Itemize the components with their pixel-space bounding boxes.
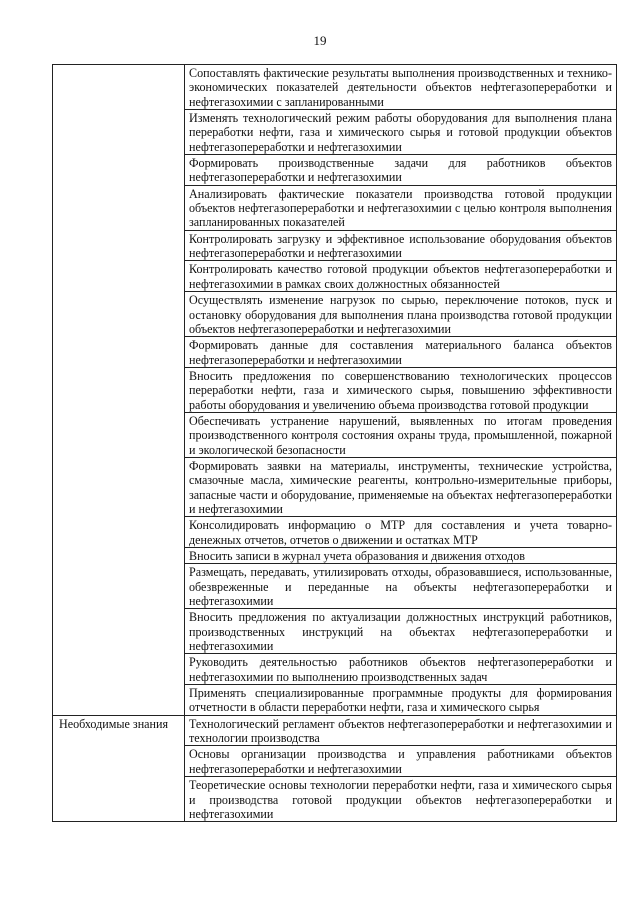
requirements-table-body [53, 65, 617, 822]
requirement-cell: Основы организации производства и управления работниками объектов нефтегазопереработки и нефтегазохимии [185, 746, 617, 777]
requirement-cell: Размещать, передавать, утилизировать отходы, образовавшиеся, использованные, обезвреженные и переданные на объекты нефтегазопереработки и нефтегазохимии [185, 564, 617, 609]
requirement-cell: Изменять технологический режим работы оборудования для выполнения плана переработки нефти, газа и химического сырья и готовой продукции объектов нефтегазопереработки и нефтегазохимии [185, 110, 617, 155]
requirement-cell: Обеспечивать устранение нарушений, выявленных по итогам проведения производственного контроля состояния охраны труда, промышленной, пожарной и экологической безопасности [185, 412, 617, 457]
table-row [53, 65, 617, 110]
requirement-cell: Формировать заявки на материалы, инструменты, технические устройства, смазочные масла, химические реагенты, контрольно-измерительные приборы, запасные части и оборудование, применяемые на объектах нефтегазопереработки и нефтегазохимии [185, 457, 617, 516]
requirement-cell: Формировать производственные задачи для работников объектов нефтегазопереработки и нефтегазохимии [185, 155, 617, 186]
requirement-cell: Руководить деятельностью работников объектов нефтегазопереработки и нефтегазохимии по выполнению производственных задач [185, 654, 617, 685]
requirement-cell: Контролировать загрузку и эффективное использование оборудования объектов нефтегазопереработки и нефтегазохимии [185, 230, 617, 261]
requirement-cell: Вносить предложения по актуализации должностных инструкций работников, производственных инструкций на объектах нефтегазопереработки и нефтегазохимии [185, 609, 617, 654]
requirement-cell: Теоретические основы технологии переработки нефти, газа и химического сырья и производства готовой продукции объектов нефтегазопереработки и нефтегазохимии [185, 777, 617, 822]
requirement-cell: Сопоставлять фактические результаты выполнения производственных и технико-экономических показателей деятельности объектов нефтегазопереработки и нефтегазохимии с запланированными [185, 65, 617, 110]
requirement-cell: Контролировать качество готовой продукции объектов нефтегазопереработки и нефтегазохимии в рамках своих должностных обязанностей [185, 261, 617, 292]
requirement-cell: Применять специализированные программные продукты для формирования отчетности в области переработки нефти, газа и химического сырья [185, 685, 617, 716]
requirement-cell: Анализировать фактические показатели производства готовой продукции объектов нефтегазопереработки и нефтегазохимии с целью контроля выполнения запланированных показателей [185, 185, 617, 230]
requirement-cell: Осуществлять изменение нагрузок по сырью, переключение потоков, пуск и остановку оборудования для выполнения плана производства готовой продукции объектов нефтегазопереработки и нефтегазохимии [185, 292, 617, 337]
requirement-cell: Формировать данные для составления материального баланса объектов нефтегазопереработки и нефтегазохимии [185, 337, 617, 368]
section-label [53, 65, 185, 716]
requirement-cell: Технологический регламент объектов нефтегазопереработки и нефтегазохимии и технологии производства [185, 715, 617, 746]
page-number: 19 [313, 33, 327, 48]
section-label: Необходимые знания [53, 715, 185, 821]
requirements-table [52, 64, 617, 822]
requirement-cell: Вносить записи в журнал учета образования и движения отходов [185, 548, 617, 564]
requirement-cell: Консолидировать информацию о МТР для составления и учета товарно-денежных отчетов, отчетов о движении и остатках МТР [185, 517, 617, 548]
table-row [53, 715, 617, 746]
requirement-cell: Вносить предложения по совершенствованию технологических процессов переработки нефти, газа и химического сырья, повышению эффективности работы оборудования и увеличению объема производства готовой продукции [185, 367, 617, 412]
